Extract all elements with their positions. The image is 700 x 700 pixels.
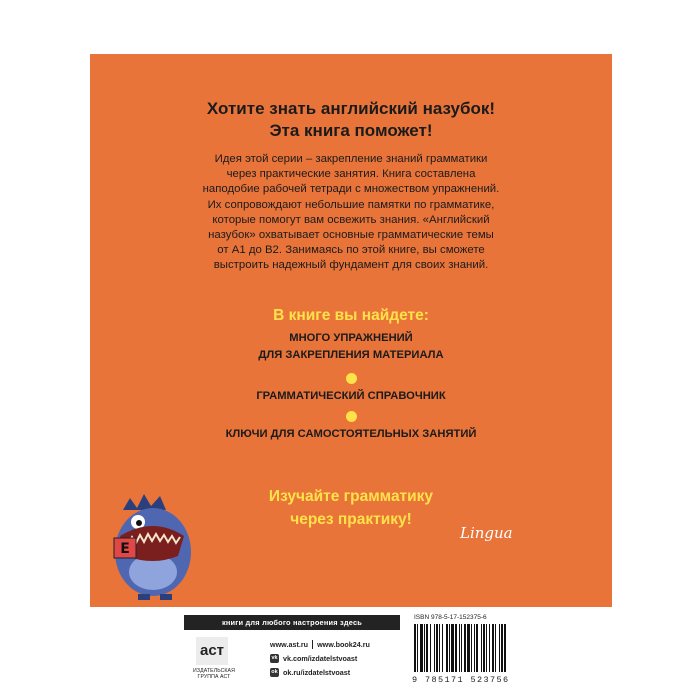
website-link[interactable]: www.book24.ru — [317, 639, 370, 649]
barcode-bar — [467, 624, 470, 672]
barcode-bar — [426, 624, 428, 672]
ok-icon: ok — [271, 668, 278, 675]
publisher-tagline: книги для любого настроения здесь — [184, 615, 400, 630]
monster-foot — [160, 594, 172, 600]
barcode-bar — [414, 624, 416, 672]
barcode-bar — [446, 624, 448, 672]
description-line: от A1 до B2. Занимаясь по этой книге, вы сможете — [217, 244, 485, 257]
barcode-bar — [471, 624, 472, 672]
publisher-links — [270, 637, 370, 679]
barcode-bar — [504, 624, 506, 672]
monster-pupil — [136, 520, 142, 526]
barcode-bar — [455, 624, 457, 672]
barcode-bar — [420, 624, 423, 672]
vk-link-row — [270, 651, 370, 665]
headline-line-1: Хотите знать английский назубок! — [206, 99, 496, 118]
barcode-bar — [495, 624, 496, 672]
description-line: которые помогут вам освежить знания. «Английский — [212, 213, 490, 226]
barcode-bar — [439, 624, 440, 672]
headline — [90, 98, 612, 142]
barcode-bar — [459, 624, 460, 672]
vk-link[interactable]: vk.com/izdatelstvoast — [283, 653, 358, 663]
barcode-bar — [430, 624, 431, 672]
description-line: Идея этой серии – закрепление знаний грамматики — [214, 153, 488, 165]
description-line: выстроить надежный фундамент для своих знаний. — [213, 259, 489, 272]
barcode-bar — [486, 624, 487, 672]
description-line: назубок» охватывает основные грамматические темы — [208, 229, 494, 242]
publisher-name: ИЗДАТЕЛЬСКАЯ ГРУППА АСТ — [193, 668, 235, 680]
description-line: наподобие рабочей тетради с множеством упражнений. — [202, 183, 500, 196]
cover-footer — [90, 607, 612, 694]
feature-line: ДЛЯ ЗАКРЕПЛЕНИЯ МАТЕРИАЛА — [258, 349, 444, 361]
barcode-bar — [449, 624, 450, 672]
barcode-bar — [481, 624, 482, 672]
feature-item-keys — [90, 426, 612, 443]
barcode-bar — [499, 624, 500, 672]
barcode-bar — [489, 624, 490, 672]
barcode-bar — [424, 624, 425, 672]
bullet-dot — [346, 411, 357, 422]
features-heading: В книге вы найдете: — [273, 307, 429, 324]
barcode-bar — [436, 624, 438, 672]
feature-line: МНОГО УПРАЖНЕНИЙ — [289, 332, 413, 344]
feature-line: ГРАММАТИЧЕСКИЙ СПРАВОЧНИК — [256, 390, 446, 402]
isbn-block — [410, 614, 550, 685]
barcode — [410, 624, 538, 674]
website-link[interactable]: www.ast.ru — [270, 639, 309, 649]
website-links — [270, 637, 370, 651]
barcode-bar — [474, 624, 475, 672]
barcode-bar — [451, 624, 454, 672]
isbn-text: ISBN 978-5-17-152375-6 — [414, 614, 487, 621]
publisher-mark: аст — [196, 637, 228, 665]
bullet-dot — [346, 373, 357, 384]
back-cover — [90, 54, 612, 694]
lingua-logo: Lingua — [460, 524, 513, 542]
publisher-logo — [184, 637, 244, 680]
cta-line-2: через практику! — [290, 511, 412, 528]
barcode-bar — [417, 624, 418, 672]
monster-foot — [138, 594, 150, 600]
feature-item-reference — [90, 388, 612, 405]
barcode-bar — [461, 624, 462, 672]
vk-icon: vk — [271, 654, 278, 661]
description-line: через практические занятия. Книга составлена — [226, 168, 476, 181]
feature-item-exercises — [90, 330, 612, 364]
barcode-bar — [442, 624, 443, 672]
monster-spikes — [123, 494, 166, 510]
barcode-bar — [476, 624, 478, 672]
barcode-bar — [483, 624, 485, 672]
letter-card-text: E — [120, 541, 130, 557]
ok-link-row — [270, 665, 370, 679]
monster-illustration — [108, 490, 198, 600]
divider — [312, 640, 313, 649]
ok-link[interactable]: ok.ru/izdatelstvoast — [283, 667, 351, 677]
barcode-digits: 9 785171 523756 — [412, 675, 510, 685]
barcode-bar — [464, 624, 466, 672]
barcode-bar — [492, 624, 494, 672]
description-line: Их сопровождают небольшие памятки по грамматике, — [207, 198, 495, 211]
barcode-bar — [434, 624, 435, 672]
headline-line-2: Эта книга поможет! — [269, 121, 433, 140]
description — [168, 152, 534, 274]
cta-line-1: Изучайте грамматику — [268, 488, 434, 505]
feature-line: КЛЮЧИ ДЛЯ САМОСТОЯТЕЛЬНЫХ ЗАНЯТИЙ — [225, 428, 477, 440]
barcode-bar — [501, 624, 503, 672]
